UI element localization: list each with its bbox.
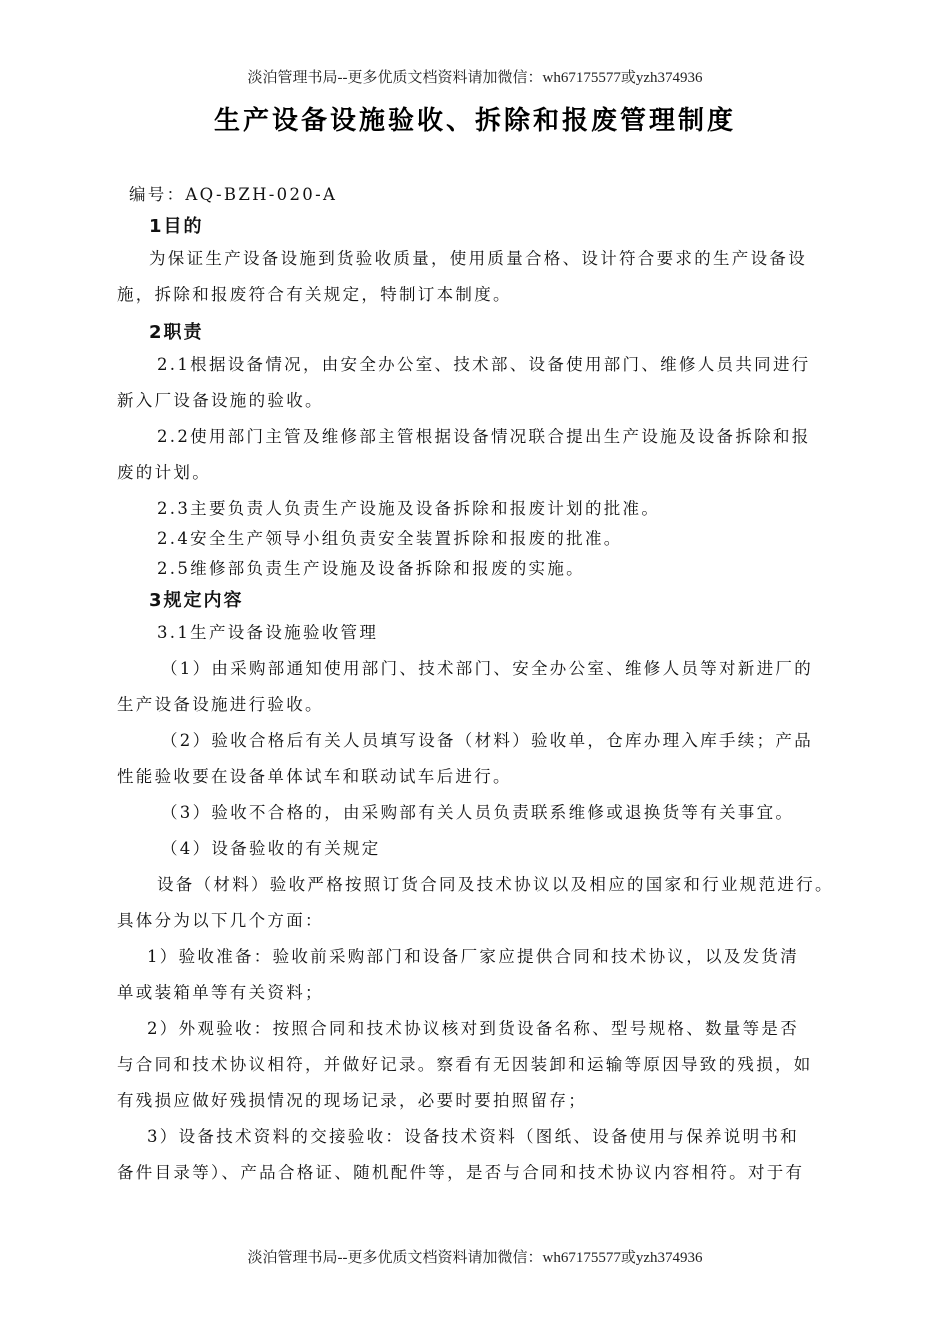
paragraph-line: 备件目录等）、产品合格证、随机配件等，是否与合同和技术协议内容相符。对于有 <box>117 1163 805 1182</box>
paragraph-line: 新入厂设备设施的验收。 <box>117 391 324 410</box>
paragraph-line: 性能验收要在设备单体试车和联动试车后进行。 <box>117 767 512 786</box>
paragraph-line: 为保证生产设备设施到货验收质量，使用质量合格、设计符合要求的生产设备设 <box>149 249 807 268</box>
document-number: 编号：AQ-BZH-020-A <box>129 185 338 204</box>
paragraph-line: 与合同和技术协议相符，并做好记录。察看有无因装卸和运输等原因导致的残损，如 <box>117 1055 813 1074</box>
paragraph-line: （2）验收合格后有关人员填写设备（材料）验收单，仓库办理入库手续；产品 <box>161 731 813 750</box>
document-title: 生产设备设施验收、拆除和报废管理制度 <box>213 106 736 136</box>
paragraph-line: （3）验收不合格的，由采购部有关人员负责联系维修或退换货等有关事宜。 <box>161 803 795 822</box>
paragraph-line: 单或装箱单等有关资料； <box>117 983 324 1002</box>
paragraph-line: 2.2使用部门主管及维修部主管根据设备情况联合提出生产设施及设备拆除和报 <box>157 427 811 446</box>
paragraph-line: 施，拆除和报废符合有关规定，特制订本制度。 <box>117 285 512 304</box>
paragraph-line: 有残损应做好残损情况的现场记录，必要时要拍照留存； <box>117 1091 587 1110</box>
section-heading-duties: 2职责 <box>149 322 204 343</box>
section-heading-purpose: 1目的 <box>149 216 204 237</box>
section-heading-provisions: 3规定内容 <box>149 590 244 611</box>
paragraph-line: 2）外观验收：按照合同和技术协议核对到货设备名称、型号规格、数量等是否 <box>147 1019 799 1038</box>
paragraph-line: 生产设备设施进行验收。 <box>117 695 324 714</box>
page-footer: 淡泊管理书局--更多优质文档资料请加微信：wh67175577或yzh374936 <box>247 1250 703 1266</box>
page-header: 淡泊管理书局--更多优质文档资料请加微信：wh67175577或yzh374936 <box>247 70 703 86</box>
paragraph-line: 2.1根据设备情况，由安全办公室、技术部、设备使用部门、维修人员共同进行 <box>157 355 811 374</box>
paragraph-line: 2.4安全生产领导小组负责安全装置拆除和报废的批准。 <box>157 529 623 548</box>
paragraph-line: 具体分为以下几个方面： <box>117 911 324 930</box>
paragraph-line: 废的计划。 <box>117 463 211 482</box>
paragraph-line: （4）设备验收的有关规定 <box>161 839 381 858</box>
paragraph-line: 1）验收准备：验收前采购部门和设备厂家应提供合同和技术协议，以及发货清 <box>147 947 799 966</box>
paragraph-line: 3）设备技术资料的交接验收：设备技术资料（图纸、设备使用与保养说明书和 <box>147 1127 799 1146</box>
subsection-heading: 3.1生产设备设施验收管理 <box>157 623 379 642</box>
paragraph-line: 2.5维修部负责生产设施及设备拆除和报废的实施。 <box>157 559 585 578</box>
paragraph-line: （1）由采购部通知使用部门、技术部门、安全办公室、维修人员等对新进厂的 <box>161 659 813 678</box>
document-body <box>117 180 837 1188</box>
paragraph-line: 2.3主要负责人负责生产设施及设备拆除和报废计划的批准。 <box>157 499 661 518</box>
paragraph-line: 设备（材料）验收严格按照订货合同及技术协议以及相应的国家和行业规范进行。 <box>157 875 834 894</box>
